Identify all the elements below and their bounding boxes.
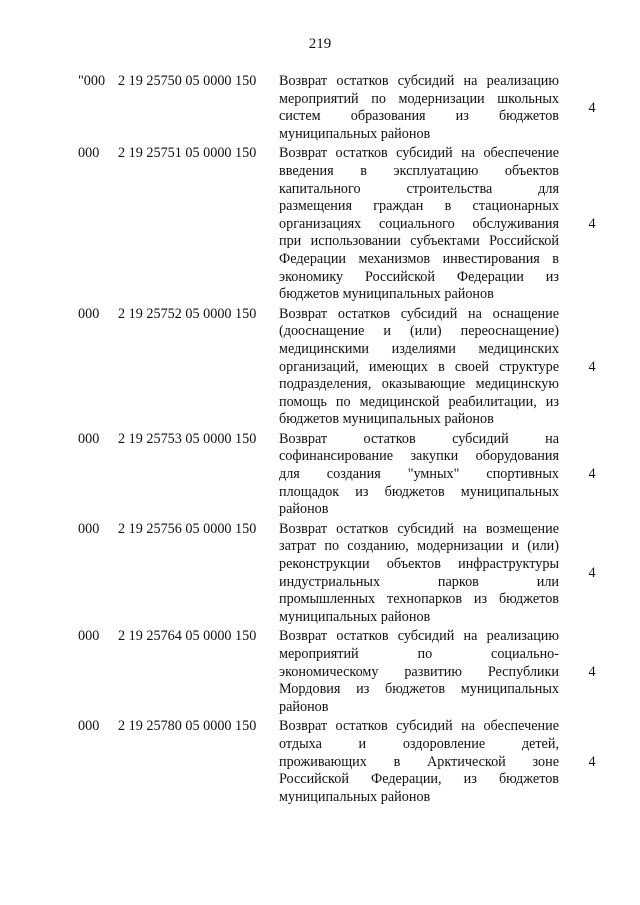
revenue-name-line: районов <box>279 501 329 518</box>
revenue-name-line: экономическому развитию Республики <box>279 663 559 680</box>
revenue-name-line: муниципальных районов <box>279 125 431 142</box>
revenue-name-line: организаций, имеющих в своей структуре <box>279 358 559 375</box>
revenue-name-line: Возврат остатков субсидий на оснащение <box>279 305 559 322</box>
revenue-name-line: софинансирование закупки оборудования <box>279 448 559 465</box>
admin-code: 000 <box>78 305 100 322</box>
revenue-name-line: проживающих в Арктической зоне <box>279 753 559 770</box>
budget-classification-code: 2 19 25756 05 0000 150 <box>118 520 257 537</box>
budget-classification-code: 2 19 25753 05 0000 150 <box>118 430 257 447</box>
revenue-name-line: помощь по медицинской реабилитации, из <box>279 393 559 410</box>
norm-percent: 4 <box>588 565 596 582</box>
admin-code: 000 <box>78 718 100 735</box>
admin-code: 000 <box>78 430 100 447</box>
revenue-name-line: размещения граждан в стационарных <box>279 198 559 215</box>
revenue-name-line: Российской Федерации, из бюджетов <box>279 771 559 788</box>
revenue-name-line: муниципальных районов <box>279 608 431 625</box>
revenue-name-line: введения в эксплуатацию объектов <box>279 162 559 179</box>
revenue-name-line: систем образования из бюджетов <box>279 108 559 125</box>
revenue-name-line: индустриальных парков или <box>279 573 559 590</box>
norm-percent: 4 <box>588 753 596 770</box>
revenue-name-line: Возврат остатков субсидий на возмещение <box>279 520 559 537</box>
revenue-name-line: Возврат остатков субсидий на реализацию <box>279 628 559 645</box>
revenue-name <box>279 431 559 519</box>
table-row <box>78 431 608 519</box>
budget-classification-code: 2 19 25752 05 0000 150 <box>118 305 257 322</box>
budget-classification-code: 2 19 25751 05 0000 150 <box>118 145 257 162</box>
norm-percent: 4 <box>588 358 596 375</box>
revenue-name-line: затрат по созданию, модернизации и (или) <box>279 538 559 555</box>
admin-code: "000 <box>78 73 106 89</box>
norm-percent: 4 <box>588 216 596 233</box>
table-row <box>78 73 608 143</box>
revenue-name-line: капитального строительства для <box>279 180 559 197</box>
table-row <box>78 306 608 429</box>
revenue-name-line: Возврат остатков субсидий на обеспечение <box>279 718 559 735</box>
revenue-name <box>279 73 559 143</box>
revenue-name <box>279 145 559 303</box>
revenue-name-line: промышленных технопарков из бюджетов <box>279 591 559 608</box>
revenue-name-line: бюджетов муниципальных районов <box>279 411 494 428</box>
table-row <box>78 718 608 806</box>
revenue-name-line: бюджетов муниципальных районов <box>279 286 494 303</box>
revenue-name-line: при использовании субъектами Российской <box>279 233 559 250</box>
revenue-name-line: Возврат остатков субсидий на <box>279 430 559 447</box>
revenue-name-line: для создания "умных" спортивных <box>279 466 559 483</box>
admin-code: 000 <box>78 145 100 162</box>
budget-codes-table <box>78 73 608 806</box>
revenue-name-line: мероприятий по социально- <box>279 646 559 662</box>
table-row <box>78 145 608 303</box>
revenue-name-line: муниципальных районов <box>279 788 431 805</box>
budget-classification-code: 2 19 25780 05 0000 150 <box>118 718 257 735</box>
revenue-name-line: Возврат остатков субсидий на обеспечение <box>279 145 559 162</box>
revenue-name-line: экономику Российской Федерации из <box>279 268 559 285</box>
revenue-name-line: мероприятий по модернизации школьных <box>279 90 559 107</box>
admin-code: 000 <box>78 520 100 537</box>
revenue-name <box>279 718 559 806</box>
table-row <box>78 521 608 627</box>
revenue-name <box>279 306 559 429</box>
norm-percent: 4 <box>588 99 596 116</box>
revenue-name <box>279 628 559 716</box>
revenue-name-line: реконструкции объектов инфраструктуры <box>279 556 559 573</box>
revenue-name-line: районов <box>279 698 329 715</box>
revenue-name-line: площадок из бюджетов муниципальных <box>279 483 559 500</box>
admin-code: 000 <box>78 628 100 645</box>
revenue-name-line: отдыха и оздоровление детей, <box>279 735 559 752</box>
revenue-name-line: подразделения, оказывающие медицинскую <box>279 376 559 393</box>
revenue-name <box>279 521 559 627</box>
budget-classification-code: 2 19 25750 05 0000 150 <box>118 73 257 89</box>
norm-percent: 4 <box>588 466 596 483</box>
norm-percent: 4 <box>588 663 596 680</box>
revenue-name-line: Федерации механизмов инвестирования в <box>279 250 559 267</box>
page-number: 219 <box>308 36 332 52</box>
budget-classification-code: 2 19 25764 05 0000 150 <box>118 628 257 645</box>
revenue-name-line: организациях социального обслуживания <box>279 215 559 232</box>
revenue-name-line: (дооснащение и (или) переоснащение) <box>279 323 559 340</box>
revenue-name-line: Мордовия из бюджетов муниципальных <box>279 681 559 698</box>
revenue-name-line: медицинскими изделиями медицинских <box>279 340 559 357</box>
revenue-name-line: Возврат остатков субсидий на реализацию <box>279 73 559 89</box>
table-row <box>78 628 608 716</box>
